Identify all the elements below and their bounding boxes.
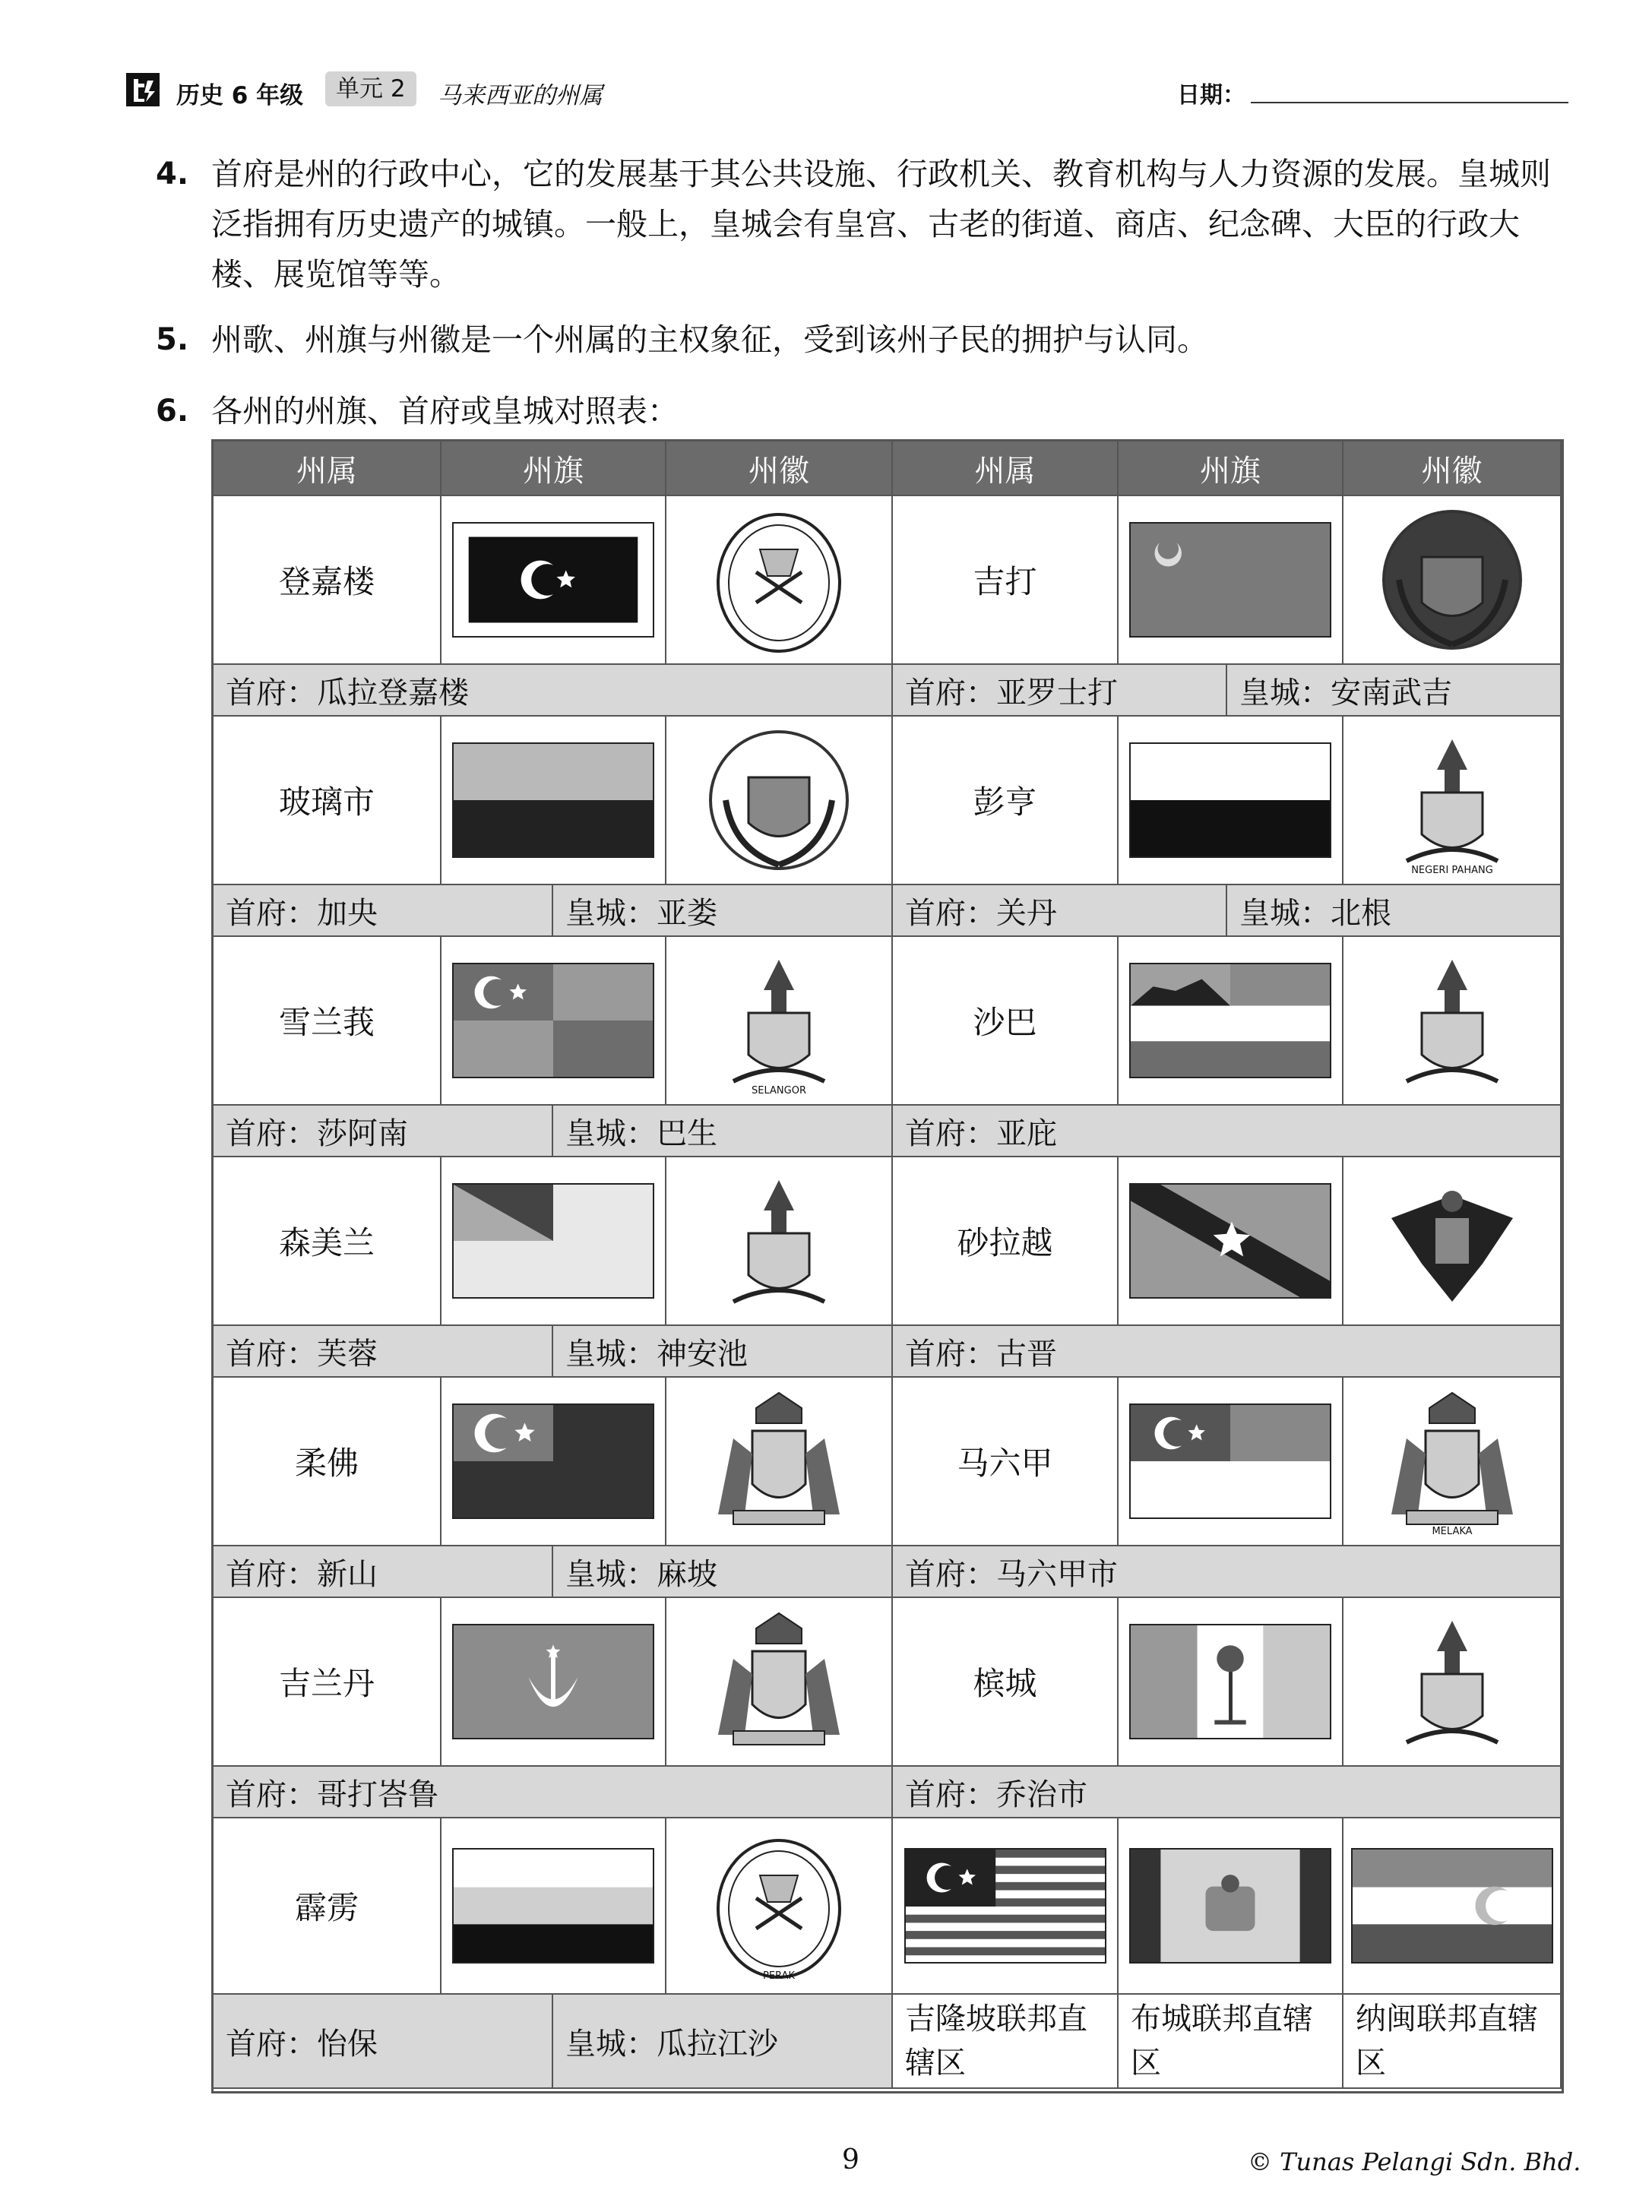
emblem-cell xyxy=(1343,717,1562,885)
state-name-text: 槟城 xyxy=(973,1665,1037,1702)
emblem-cell xyxy=(666,1818,893,1995)
sarawak-emblem-icon xyxy=(1376,1165,1528,1317)
state-name xyxy=(214,937,441,1106)
territory-flag-cell xyxy=(893,1818,1119,1995)
paragraph-number: 4. xyxy=(156,157,189,191)
page-header xyxy=(126,73,1570,119)
capital-label-text: 首府：莎阿南 xyxy=(226,1115,408,1151)
kuala-lumpur-flag-icon xyxy=(904,1848,1106,1964)
perak-flag-icon xyxy=(452,1848,654,1964)
capital-label-text: 首府：古晋 xyxy=(905,1336,1057,1372)
header-flag-text: 州旗 xyxy=(1200,453,1261,489)
paragraph-text: 首府是州的行政中心，它的发展基于其公共设施、行政机关、教育机构与人力资源的发展。皇城则泛指拥有历史遗产的城镇。一般上，皇城会有皇宫、古老的街道、商店、纪念碑、大臣的行政大楼、展览馆等等。 xyxy=(211,156,1551,293)
state-name-text: 霹雳 xyxy=(294,1889,359,1926)
emblem-cell xyxy=(666,937,893,1106)
flag-cell xyxy=(441,1818,666,1995)
state-name-text: 吉打 xyxy=(973,563,1037,600)
state-name-text: 登嘉楼 xyxy=(278,563,375,600)
capital-label-text: 首府：芙蓉 xyxy=(226,1336,378,1372)
capital-label xyxy=(214,885,553,937)
sarawak-flag-icon xyxy=(1129,1183,1331,1299)
header-emblem-text: 州徽 xyxy=(1421,453,1483,489)
header-emblem-text: 州徽 xyxy=(748,453,809,489)
capital-label xyxy=(214,1326,553,1378)
state-name xyxy=(893,1378,1119,1546)
flag-cell xyxy=(441,496,666,665)
header-state xyxy=(893,441,1119,496)
state-name-text: 沙巴 xyxy=(973,1004,1037,1041)
royal-town-label xyxy=(1227,665,1562,717)
pahang-emblem-icon xyxy=(1376,724,1528,876)
state-name xyxy=(214,496,441,665)
flag-cell xyxy=(1119,1157,1343,1326)
penang-emblem-icon xyxy=(1376,1606,1528,1758)
putrajaya-flag-icon xyxy=(1129,1848,1331,1964)
flag-cell xyxy=(441,717,666,885)
royal-town-label-text: 皇城：麻坡 xyxy=(565,1556,717,1592)
state-name-text: 吉兰丹 xyxy=(278,1665,375,1702)
capital-label-text: 首府：马六甲市 xyxy=(905,1556,1118,1592)
penang-flag-icon xyxy=(1129,1624,1331,1739)
territory-name-text: 布城联邦直辖区 xyxy=(1131,2002,1313,2081)
flag-cell xyxy=(1119,717,1343,885)
capital-label xyxy=(893,1106,1562,1157)
unit-title: 马来西亚的州属 xyxy=(438,82,603,109)
flag-cell xyxy=(1119,496,1343,665)
paragraph-text: 州歌、州旗与州徽是一个州属的主权象征，受到该州子民的拥护与认同。 xyxy=(211,321,1208,358)
emblem-motto: MELAKA xyxy=(1431,1526,1473,1537)
unit-badge: 单元 2 xyxy=(325,71,416,106)
paragraph-number: 5. xyxy=(156,322,189,357)
state-name xyxy=(893,937,1119,1106)
state-name-text: 马六甲 xyxy=(957,1445,1053,1482)
state-name xyxy=(893,717,1119,885)
sabah-flag-icon xyxy=(1129,963,1331,1078)
royal-town-label-text: 皇城：亚娄 xyxy=(565,895,717,931)
capital-label xyxy=(893,885,1227,937)
emblem-motto: NEGERI PAHANG xyxy=(1410,865,1493,876)
terengganu-flag-icon xyxy=(452,522,654,638)
flag-cell xyxy=(441,1598,666,1767)
state-name-text: 砂拉越 xyxy=(957,1224,1053,1261)
header-emblem xyxy=(1343,441,1562,496)
state-name xyxy=(893,496,1119,665)
flag-cell xyxy=(1119,937,1343,1106)
capital-label-text: 首府：瓜拉登嘉楼 xyxy=(226,675,469,710)
territory-name xyxy=(1119,1995,1343,2089)
header-flag xyxy=(1119,441,1343,496)
royal-town-label-text: 皇城：神安池 xyxy=(565,1336,748,1372)
emblem-motto: SELANGOR xyxy=(752,1085,806,1097)
flag-cell xyxy=(1119,1378,1343,1546)
flag-cell xyxy=(1119,1598,1343,1767)
selangor-flag-icon xyxy=(452,963,654,1078)
date-label: 日期： xyxy=(1177,82,1245,109)
emblem-cell xyxy=(1343,1598,1562,1767)
emblem-cell xyxy=(666,1378,893,1546)
negeri-sembilan-flag-icon xyxy=(452,1183,654,1299)
royal-town-label xyxy=(553,1546,893,1598)
terengganu-emblem-icon xyxy=(703,504,855,656)
capital-label xyxy=(214,1995,553,2089)
header-state xyxy=(214,441,441,496)
header-flag xyxy=(441,441,666,496)
labuan-flag-icon xyxy=(1351,1848,1553,1964)
paragraph-text: 各州的州旗、首府或皇城对照表： xyxy=(211,393,679,429)
emblem-cell xyxy=(1343,1157,1562,1326)
kelantan-flag-icon xyxy=(452,1624,654,1739)
territory-name xyxy=(1343,1995,1562,2089)
state-name-text: 玻璃市 xyxy=(278,783,375,821)
capital-label xyxy=(893,1767,1562,1818)
state-name-text: 雪兰莪 xyxy=(278,1004,375,1041)
kedah-emblem-icon xyxy=(1376,504,1528,656)
territory-name xyxy=(893,1995,1119,2089)
capital-label-text: 首府：乔治市 xyxy=(905,1777,1087,1812)
emblem-cell xyxy=(1343,1378,1562,1546)
kedah-flag-icon xyxy=(1129,522,1331,638)
header-flag-text: 州旗 xyxy=(523,453,584,489)
flag-cell xyxy=(441,937,666,1106)
emblem-cell xyxy=(666,1157,893,1326)
state-name xyxy=(893,1598,1119,1767)
emblem-motto: PERAK xyxy=(763,1970,795,1982)
pahang-flag-icon xyxy=(1129,742,1331,858)
kelantan-emblem-icon xyxy=(703,1606,855,1758)
perlis-emblem-icon xyxy=(703,724,855,876)
state-comparison-table xyxy=(211,439,1564,2093)
emblem-cell xyxy=(666,1598,893,1767)
royal-town-label xyxy=(553,1995,893,2089)
state-name-text: 彭亨 xyxy=(973,783,1037,821)
copyright-notice: © Tunas Pelangi Sdn. Bhd. xyxy=(1248,2147,1581,2176)
state-name-text: 柔佛 xyxy=(294,1445,359,1482)
royal-town-label xyxy=(553,1326,893,1378)
page-number: 9 xyxy=(842,2144,859,2176)
date-field-line xyxy=(1251,102,1568,103)
flag-cell xyxy=(441,1157,666,1326)
perlis-flag-icon xyxy=(452,742,654,858)
capital-label xyxy=(214,1546,553,1598)
johor-flag-icon xyxy=(452,1403,654,1519)
negeri-sembilan-emblem-icon xyxy=(703,1165,855,1317)
capital-label-text: 首府：加央 xyxy=(226,895,378,931)
capital-label-text: 首府：亚庇 xyxy=(905,1115,1057,1151)
emblem-cell xyxy=(1343,937,1562,1106)
capital-label xyxy=(893,1546,1562,1598)
johor-emblem-icon xyxy=(703,1385,855,1537)
emblem-cell xyxy=(666,717,893,885)
header-emblem xyxy=(666,441,893,496)
royal-town-label-text: 皇城：安南武吉 xyxy=(1239,675,1452,710)
state-name xyxy=(893,1157,1119,1326)
state-name xyxy=(214,1378,441,1546)
capital-label-text: 首府：关丹 xyxy=(905,895,1057,931)
state-name-text: 森美兰 xyxy=(278,1224,375,1261)
publisher-logo-icon xyxy=(126,73,160,106)
emblem-cell xyxy=(666,496,893,665)
capital-label xyxy=(214,665,893,717)
capital-label xyxy=(893,1326,1562,1378)
royal-town-label-text: 皇城：巴生 xyxy=(565,1115,717,1151)
emblem-cell xyxy=(1343,496,1562,665)
royal-town-label xyxy=(1227,885,1562,937)
territory-flag-cell xyxy=(1119,1818,1343,1995)
flag-cell xyxy=(441,1378,666,1546)
state-name xyxy=(214,1598,441,1767)
capital-label xyxy=(214,1767,893,1818)
territory-name-text: 吉隆坡联邦直辖区 xyxy=(905,2002,1087,2081)
selangor-emblem-icon xyxy=(703,945,855,1097)
melaka-flag-icon xyxy=(1129,1403,1331,1519)
territory-name-text: 纳闽联邦直辖区 xyxy=(1356,2002,1538,2081)
royal-town-label xyxy=(553,885,893,937)
state-name xyxy=(214,1818,441,1995)
territory-flag-cell xyxy=(1343,1818,1562,1995)
capital-label-text: 首府：哥打峇鲁 xyxy=(226,1777,438,1812)
sabah-emblem-icon xyxy=(1376,945,1528,1097)
royal-town-label-text: 皇城：北根 xyxy=(1239,895,1391,931)
state-name xyxy=(214,717,441,885)
perak-emblem-icon xyxy=(703,1830,855,1982)
capital-label xyxy=(214,1106,553,1157)
paragraph-number: 6. xyxy=(156,394,189,429)
capital-label-text: 首府：新山 xyxy=(226,1556,378,1592)
royal-town-label xyxy=(553,1106,893,1157)
capital-label-text: 首府：亚罗士打 xyxy=(905,675,1118,710)
melaka-emblem-icon xyxy=(1376,1385,1528,1537)
subject-label: 历史 6 年级 xyxy=(176,82,304,109)
state-name xyxy=(214,1157,441,1326)
capital-label xyxy=(893,665,1227,717)
royal-town-label-text: 皇城：瓜拉江沙 xyxy=(565,2026,778,2062)
capital-label-text: 首府：怡保 xyxy=(226,2026,378,2062)
header-state-text: 州属 xyxy=(296,453,357,489)
header-state-text: 州属 xyxy=(974,453,1036,489)
